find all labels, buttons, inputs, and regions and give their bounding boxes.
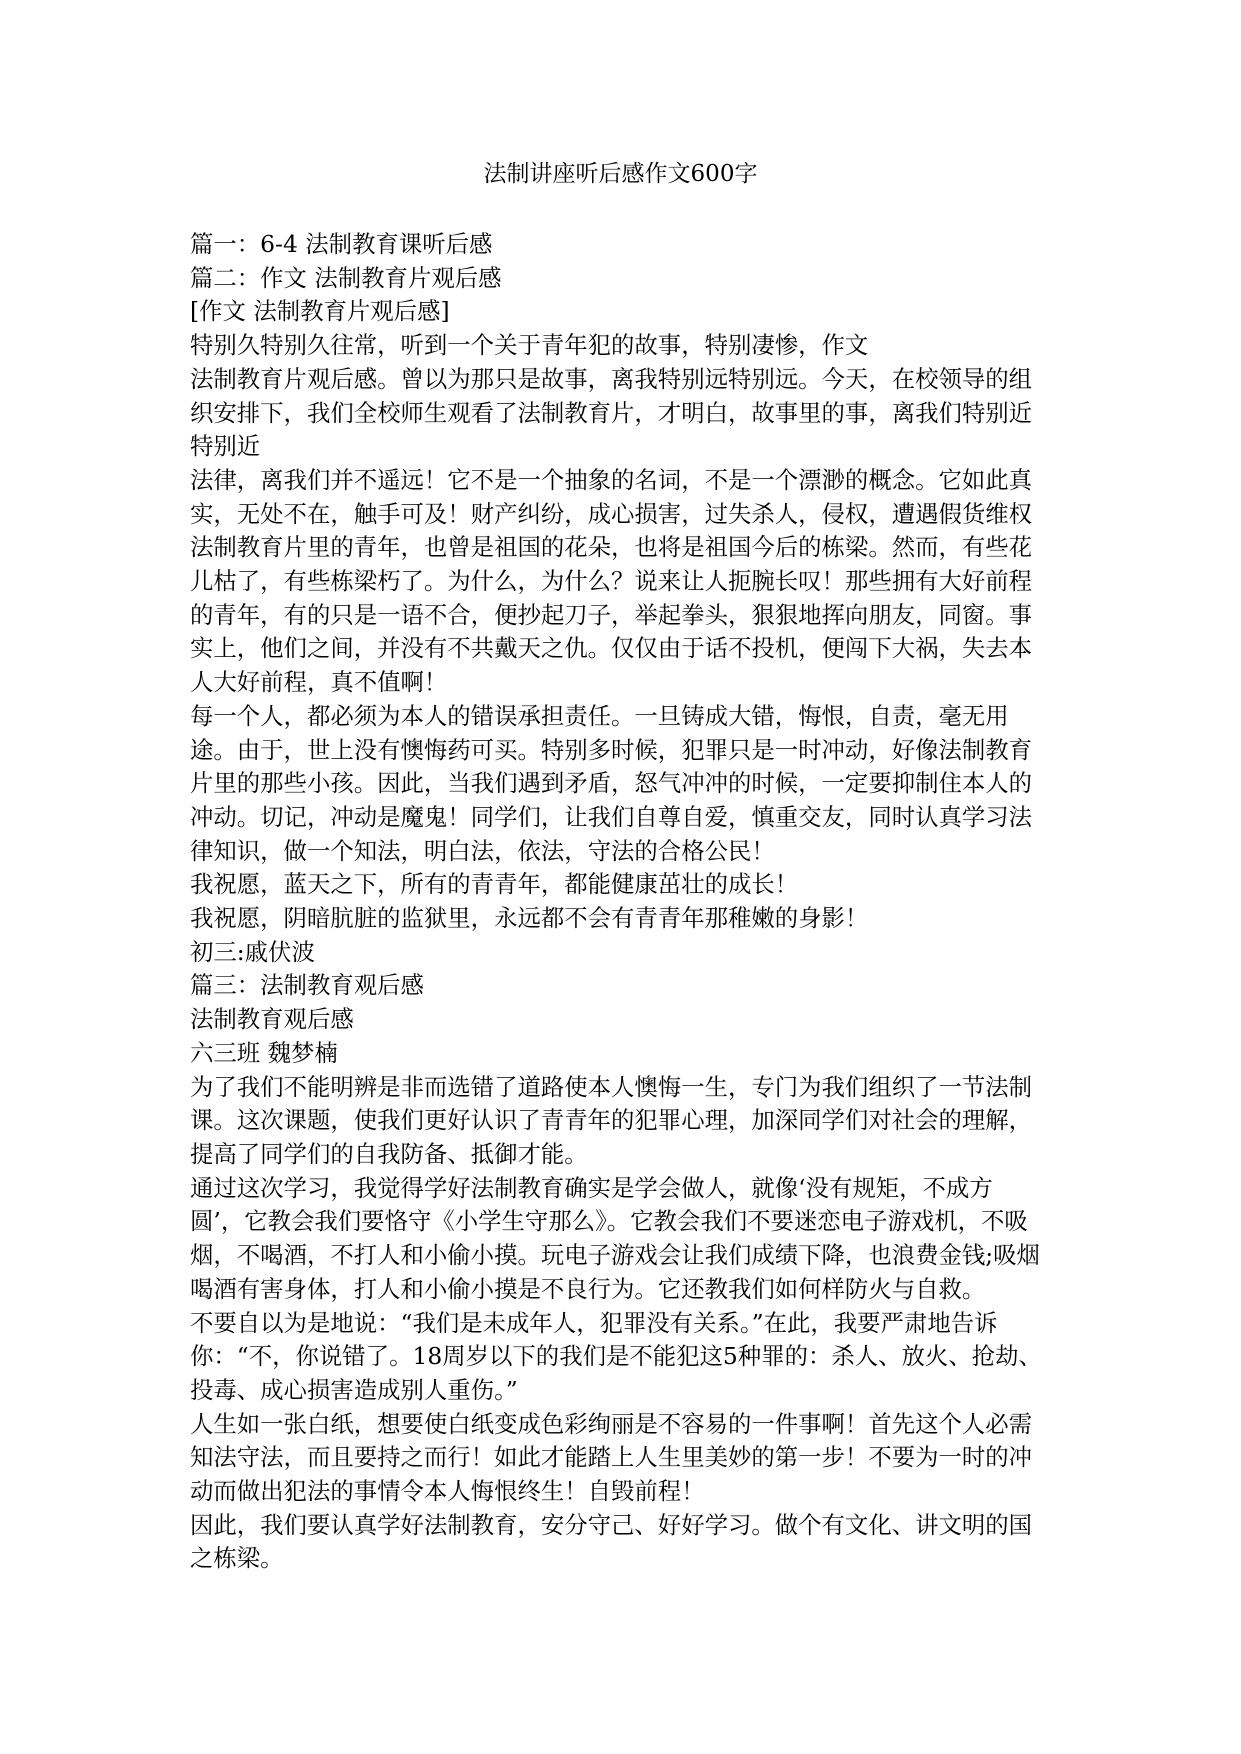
- paragraph: 初三:戚伏波: [190, 937, 315, 966]
- paragraph: 每一个人，都必须为本人的错误承担责任。一旦铸成大错，悔恨，自责，毫无用途。由于，世上没有懊悔药可买。特别多时候，犯罪只是一时冲动，好像法制教育片里的那些小孩。因此，当我们遇到矛盾，怒气冲冲的时候，一定要抑制住本人的冲动。切记，冲动是魔鬼！同学们，让我们自尊自爱，慎重交友，同时认真学习法律知识，做一个知法，明白法，依法，守法的合格公民！: [190, 701, 1033, 865]
- paragraph: [作文 法制教育片观后感]: [190, 297, 450, 326]
- paragraph: 法制教育观后感: [190, 1005, 354, 1034]
- paragraph: 我祝愿，蓝天之下，所有的青青年，都能健康茁壮的成长！: [190, 870, 799, 899]
- paragraph: 不要自以为是地说：“我们是未成年人，犯罪没有关系。”在此，我要严肃地告诉你：“不，你说错了。18周岁以下的我们是不能犯这5种罪的：杀人、放火、抢劫、投毒、成心损害造成别人重伤。”: [190, 1308, 1042, 1404]
- paragraph: 因此，我们要认真学好法制教育，安分守己、好好学习。做个有文化、讲文明的国之栋梁。: [190, 1510, 1033, 1573]
- paragraph: 法制教育片观后感。曾以为那只是故事，离我特别远特别远。今天，在校领导的组织安排下，我们全校师生观看了法制教育片，才明白，故事里的事，离我们特别近特别近: [190, 364, 1033, 461]
- paragraph: 篇三：法制教育观后感: [190, 971, 424, 1000]
- paragraph: 通过这次学习，我觉得学好法制教育确实是学会做人，就像‘没有规矩，不成方圆’，它教会我们要恪守《小学生守那么》。它教会我们不要迷恋电子游戏机，不吸烟，不喝酒，不打人和小偷小摸。玩电子游戏会让我们成绩下降，也浪费金钱;吸烟喝酒有害身体，打人和小偷小摸是不良行为。它还教我们如何样防火与自救。: [190, 1173, 1040, 1303]
- paragraph: 为了我们不能明辨是非而选错了道路使本人懊悔一生，专门为我们组织了一节法制课。这次课题，使我们更好认识了青青年的犯罪心理，加深同学们对社会的理解，提高了同学们的自我防备、抵御才能。: [190, 1072, 1033, 1168]
- paragraph: 篇二：作文 法制教育片观后感: [190, 263, 502, 292]
- document-body: [190, 228, 1043, 1576]
- paragraph: 法制教育片里的青年，也曾是祖国的花朵，也将是祖国今后的栋梁。然而，有些花儿枯了，有些栋梁朽了。为什么，为什么？说来让人扼腕长叹！那些拥有大好前程的青年，有的只是一语不合，便抄起刀子，举起拳头，狠狠地挥向朋友，同窗。事实上，他们之间，并没有不共戴天之仇。仅仅由于话不投机，便闯下大祸，失去本人大好前程，真不值啊！: [190, 533, 1033, 697]
- paragraph: 我祝愿，阴暗肮脏的监狱里，永远都不会有青青年那稚嫩的身影！: [190, 904, 869, 933]
- paragraph: 人生如一张白纸，想要使白纸变成色彩绚丽是不容易的一件事啊！首先这个人必需知法守法，而且要持之而行！如此才能踏上人生里美妙的第一步！不要为一时的冲动而做出犯法的事情令本人悔恨终生！自毁前程！: [190, 1409, 1033, 1506]
- document-title: 法制讲座听后感作文600字: [483, 161, 758, 187]
- paragraph: 篇一：6-4 法制教育课听后感: [190, 230, 493, 258]
- paragraph: 特别久特别久往常，听到一个关于青年犯的故事，特别凄惨，作文: [190, 331, 869, 360]
- paragraph: 六三班 魏梦楠: [190, 1038, 338, 1067]
- paragraph: 法律，离我们并不遥远！它不是一个抽象的名词，不是一个漂渺的概念。它如此真实，无处不在，触手可及！财产纠纷，成心损害，过失杀人，侵权，遭遇假货维权: [190, 465, 1033, 528]
